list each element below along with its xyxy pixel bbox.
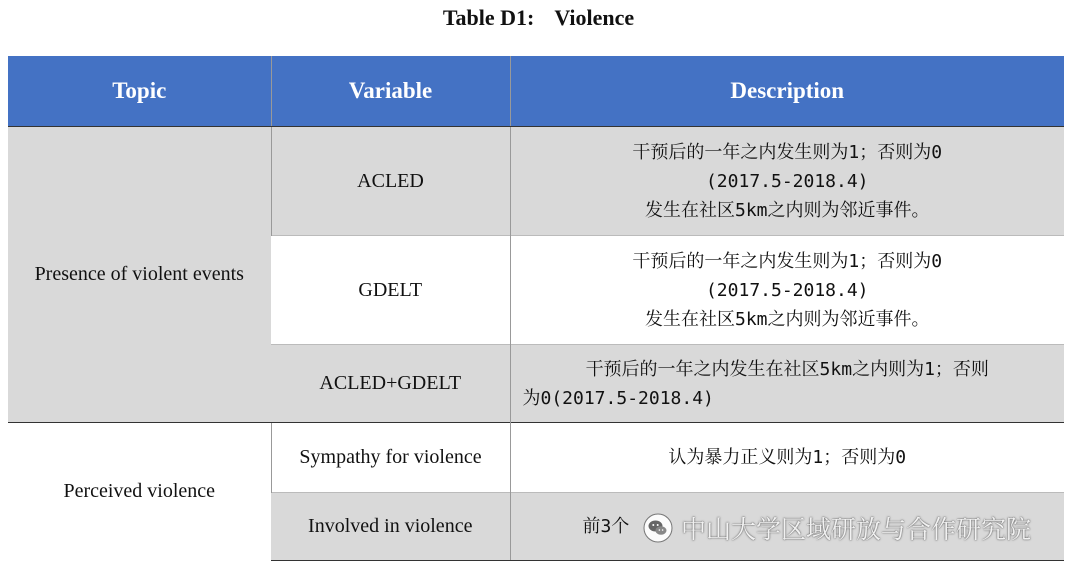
table-row xyxy=(8,423,1064,493)
variable-cell: GDELT xyxy=(271,236,510,345)
description-line: 前3个 xyxy=(582,516,630,537)
table-title-name: Violence xyxy=(554,5,635,30)
description-line: 干预后的一年之内发生则为1；否则为0 xyxy=(632,250,943,272)
description-line: 认为暴力正义则为1；否则为0 xyxy=(668,447,907,468)
header-topic: Topic xyxy=(8,56,271,127)
description-line: 发生在社区5km之内则为邻近事件。 xyxy=(644,308,930,330)
header-row xyxy=(8,56,1064,127)
description-line: 为0(2017.5-2018.4) xyxy=(522,387,714,409)
description-line: 发生在社区5km之内则为邻近事件。 xyxy=(644,199,930,221)
description-cell xyxy=(510,127,1064,236)
description-cell xyxy=(510,345,1064,423)
header-variable: Variable xyxy=(271,56,510,127)
description-cell xyxy=(510,236,1064,345)
variable-cell: ACLED xyxy=(271,127,510,236)
wechat-icon xyxy=(643,513,673,543)
description-line: 干预后的一年之内发生在社区5km之内则为1；否则 xyxy=(585,358,989,380)
description-line: 干预后的一年之内发生则为1；否则为0 xyxy=(632,141,943,163)
watermark xyxy=(643,510,1031,546)
description-cell xyxy=(510,423,1064,493)
variable-cell: Involved in violence xyxy=(271,493,510,561)
header-description: Description xyxy=(510,56,1064,127)
variable-cell: ACLED+GDELT xyxy=(271,345,510,423)
variable-cell: Sympathy for violence xyxy=(271,423,510,493)
table-title-label: Table D1: xyxy=(442,5,535,30)
table-row xyxy=(8,127,1064,236)
table-title xyxy=(0,4,1077,32)
description-line: (2017.5-2018.4) xyxy=(705,279,869,301)
watermark-text: 中山大学区域研放与合作研究院 xyxy=(681,515,1032,544)
topic-cell: Perceived violence xyxy=(8,423,271,561)
topic-cell: Presence of violent events xyxy=(8,127,271,423)
description-line: (2017.5-2018.4) xyxy=(705,170,869,192)
violence-table xyxy=(8,56,1064,561)
